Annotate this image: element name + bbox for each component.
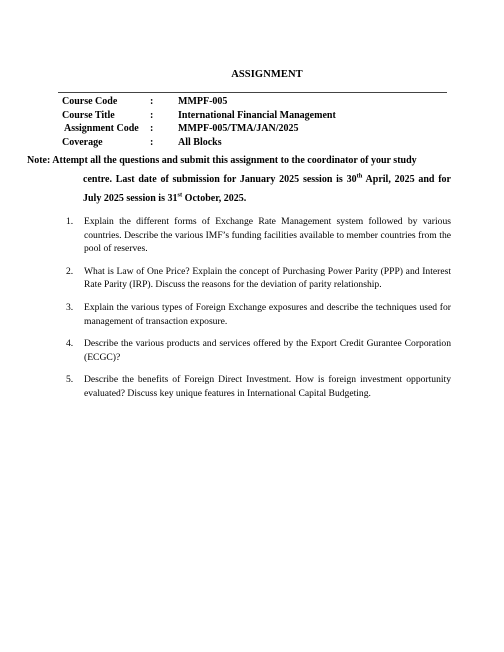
- question-number: 1.: [66, 216, 74, 227]
- note-deadline-text: [27, 170, 451, 208]
- question-item: [66, 373, 451, 400]
- question-text: Explain the various types of Foreign Exchange exposures and describe the techniques used for management of transaction exposure.: [84, 301, 451, 327]
- question-number: 2.: [66, 265, 74, 277]
- info-value: International Financial Management: [178, 109, 336, 121]
- page-title: ASSIGNMENT: [231, 69, 303, 80]
- note-text-part: April, 2025 and for July 2025 session is 31: [83, 174, 451, 204]
- info-label: Course Title: [62, 109, 115, 121]
- note-text-part: centre. Last date of submission for January 2025 session is 30: [83, 174, 357, 185]
- question-text: What is Law of One Price? Explain the concept of Purchasing Power Parity (PPP) and Interest Rate Parity (IRP). Discuss the reasons for the deviation of parity relationship.: [84, 265, 451, 291]
- question-text: Describe the various products and services offered by the Export Credit Gurantee Corporation (ECGC)?: [84, 338, 451, 363]
- note-first-line: Note: Attempt all the questions and submit this assignment to the coordinator of your study: [27, 155, 417, 166]
- question-number: 5.: [66, 374, 74, 386]
- info-separator: :: [150, 136, 154, 148]
- question-item: [66, 265, 451, 292]
- info-label: Coverage: [62, 136, 103, 148]
- info-value: MMPF-005/TMA/JAN/2025: [178, 123, 299, 134]
- info-separator: :: [150, 96, 154, 107]
- question-number: 4.: [66, 338, 74, 350]
- header-divider: [58, 92, 447, 93]
- info-separator: :: [150, 123, 154, 134]
- question-item: [66, 215, 451, 256]
- info-value: MMPF-005: [178, 96, 228, 107]
- question-text: Describe the benefits of Foreign Direct Investment. How is foreign investment opportunity evaluated? Discuss key unique features in International Capital Budgeting.: [84, 374, 451, 399]
- note-superscript: st: [177, 191, 183, 199]
- info-label: Course Code: [62, 96, 118, 107]
- info-value: All Blocks: [178, 136, 222, 148]
- info-separator: :: [150, 109, 154, 121]
- note-superscript: th: [356, 172, 363, 180]
- question-item: [66, 337, 451, 364]
- question-item: [66, 301, 451, 328]
- question-list: [66, 215, 451, 410]
- submission-note: [27, 151, 451, 208]
- note-text-part: October, 2025.: [182, 193, 247, 204]
- question-number: 3.: [66, 301, 74, 313]
- info-label: Assignment Code: [64, 123, 139, 134]
- question-text: Explain the different forms of Exchange Rate Management system followed by various countries. Describe the various IMF’s funding facilities available to member countries from the pool of reserves.: [84, 216, 451, 255]
